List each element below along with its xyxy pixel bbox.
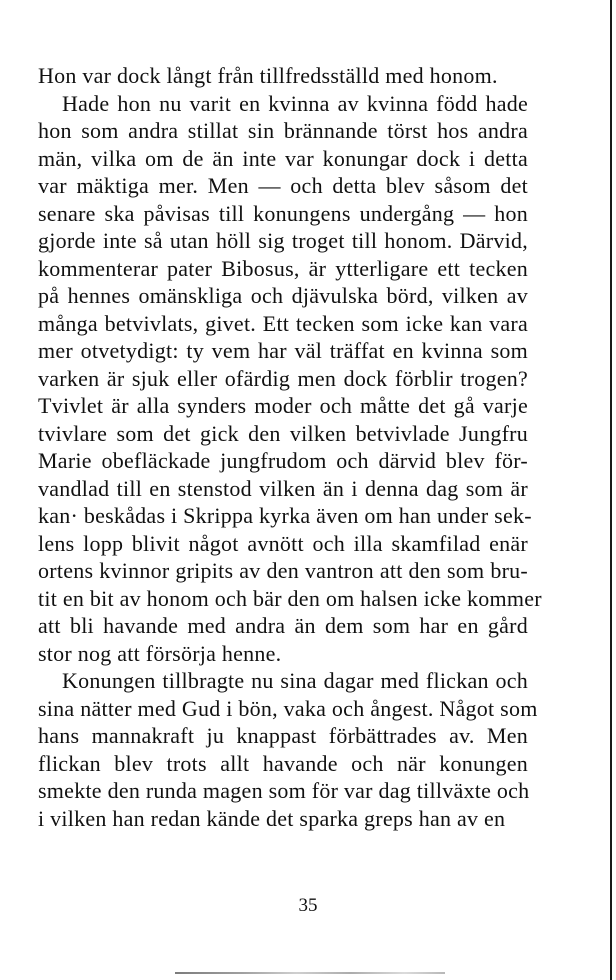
text-line: stor nog att försörja henne.	[38, 640, 282, 666]
text-line: gjorde inte så utan höll sig troget till honom. Därvid,	[38, 228, 528, 253]
text-line: i vilken han redan kände det sparka greps han av en	[38, 805, 506, 831]
text-line: lens lopp blivit något avnött och illa skamfilad enär	[38, 530, 528, 556]
text-line: Hon var dock långt från tillfredsställd med honom.	[38, 63, 498, 88]
text-line: vandlad till en stenstod vilken än i denna dag som är	[38, 475, 528, 501]
text-line: sina nätter med Gud i bön, vaka och ångest. Något som	[38, 695, 538, 721]
text-line: hon som andra stillat sin brännande törst hos andra	[38, 118, 528, 143]
text-line: senare ska påvisas till konungens undergång — hon	[38, 200, 528, 226]
text-line: mer otvetydigt: ty vem har väl träffat en kvinna som	[38, 338, 528, 363]
text-line: kommenterar pater Bibosus, är ytterligare ett tecken	[38, 255, 528, 281]
text-line: Marie obefläckade jungfrudom och därvid blev för-	[38, 448, 528, 473]
text-line: Hade hon nu varit en kvinna av kvinna född hade	[62, 90, 528, 116]
page-edge-bottom	[175, 972, 445, 974]
text-line: att bli havande med andra än dem som har en gård	[38, 613, 528, 638]
text-line: män, vilka om de än inte var konungar dock i detta	[38, 145, 528, 171]
text-line: kan· beskådas i Skrippa kyrka även om han under sek-	[38, 503, 532, 528]
text-line: många betvivlats, givet. Ett tecken som icke kan vara	[38, 310, 528, 336]
text-line: Tvivlet är alla synders moder och måtte det gå varje	[38, 393, 528, 418]
text-line: ortens kvinnor gripits av den vantron att den som bru-	[38, 558, 528, 583]
text-line: var mäktiga mer. Men — och detta blev såsom det	[38, 173, 528, 198]
text-line: hans mannakraft ju knappast förbättrades av. Men	[38, 723, 528, 748]
text-line: varken är sjuk eller ofärdig men dock förblir trogen?	[38, 365, 528, 391]
text-line: Konungen tillbragte nu sina dagar med flickan och	[62, 668, 528, 693]
text-line: tvivlare som det gick den vilken betvivlade Jungfru	[38, 420, 528, 446]
body-text	[38, 62, 542, 832]
text-line: smekte den runda magen som för var dag tillväxte och	[38, 778, 530, 803]
text-line: på hennes omänskliga och djävulska börd, vilken av	[38, 283, 528, 308]
page-number: 35	[298, 895, 318, 916]
text-line: tit en bit av honom och bär den om halsen icke kommer	[38, 585, 542, 611]
text-line: flickan blev trots allt havande och när konungen	[38, 750, 528, 776]
page-edge-right	[610, 0, 612, 980]
